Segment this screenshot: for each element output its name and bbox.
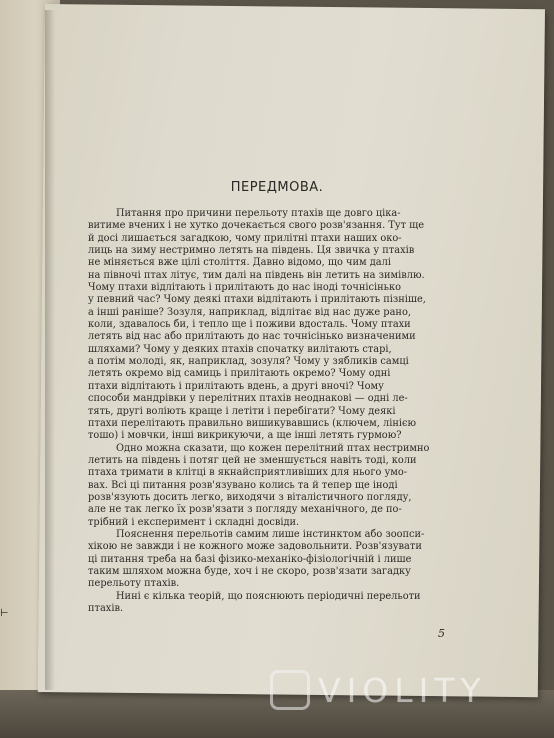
page-number: 5	[438, 627, 445, 640]
text-line: Питання про причини перельоту птахів ще довго ціка-	[116, 208, 401, 219]
text-line: а інші раніше? Зозуля, наприклад, відлітає від нас дуже рано,	[88, 306, 411, 318]
text-line: Чому птахи відлітають і прилітають до нас іноді точнісінько	[88, 282, 402, 294]
text-line: витиме вчених і не хутко дочекається свого розв'язання. Тут ще	[88, 220, 425, 232]
paragraph	[88, 208, 446, 443]
text-line: птаха тримати в клітці в якнайсприятливіших для нього умо-	[88, 467, 408, 479]
text-line: Одно можна сказати, що кожен перелітний птах нестримно	[116, 442, 430, 454]
body-text	[88, 208, 446, 615]
page-binding-shadow	[45, 10, 55, 690]
text-line: летять від нас або прилітають до нас точнісінько визначеними	[88, 331, 416, 343]
paragraph	[88, 529, 446, 591]
text-line: птахи відлітають і прилітають вдень, а другі вночі? Чому	[88, 380, 384, 392]
text-line: таким шляхом можна буде, хоч і не скоро, розв'язати загадку	[88, 565, 411, 577]
text-line: трібний і експеримент і складні досвіди.	[88, 516, 300, 528]
text-line: перельоту птахів.	[88, 578, 180, 590]
text-line: не міняється вже цілі століття. Давно відомо, що чим далі	[88, 257, 391, 269]
text-line: тять, другі воліють краще і летіти і перебігати? Чому деякі	[88, 405, 396, 417]
text-line: птахів.	[88, 603, 124, 614]
page-title: ПЕРЕДМОВА.	[230, 180, 324, 195]
text-line: способи мандрівки у перелітних птахів неоднакові — одні ле-	[88, 393, 408, 405]
watermark-text: VIOLITY	[318, 670, 487, 710]
text-line: але не так легко їх розв'язати з погляду механічного, де по-	[88, 504, 402, 516]
text-line: коли, здавалось би, і тепло ще і поживи вдосталь. Чому птахи	[88, 319, 411, 331]
watermark-logo-icon	[270, 670, 310, 710]
text-line: шляхами? Чому у деяких птахів спочатку вилітають старі,	[88, 343, 392, 355]
text-line: летять окремо від самиць і прилітають окремо? Чому одні	[88, 368, 391, 380]
text-line: тошо) і мовчки, інші викрикуючи, а ще інші летять гурмою?	[88, 430, 402, 442]
text-line: птахи перелітають правильно вишикувавшись (ключем, лінією	[88, 417, 417, 429]
text-line: Пояснення перельотів самим лише інстинктом або зоопси-	[116, 528, 425, 540]
text-line: розв'язують досить легко, виходячи з віталістичного погляду,	[88, 491, 412, 503]
text-line: ці питання треба на базі фізико-механіко-фізіологічній і лише	[88, 553, 412, 565]
text-line: у певний час? Чому деякі птахи відлітають і прилітають пізніше,	[88, 294, 426, 306]
text-line: лиць на зиму нестримно летять на південь. Ця звичка у птахів	[88, 245, 415, 257]
text-line: Нині є кілька теорій, що пояснюють періодичні перельоти	[116, 590, 421, 602]
text-line: вах. Всі ці питання розв'язувано колись та й тепер ще іноді	[88, 479, 398, 491]
text-line: а потім молоді, як, наприклад, зозуля? Чому у зябликів самці	[88, 356, 409, 368]
text-line: летить на південь і потяг цей не зменшується навіть тоді, коли	[88, 454, 417, 466]
text-line: на півночі птах літує, тим далі на південь він летить на зимівлю.	[88, 269, 425, 281]
paragraph	[88, 591, 446, 616]
text-line: й досі лишається загадкою, чому прилітні птахи наших око-	[88, 232, 402, 244]
watermark	[270, 665, 487, 715]
edge-mark: ⊢	[0, 608, 9, 619]
paragraph	[88, 443, 446, 529]
text-line: хікою не завжди і не кожного може задовольнити. Розв'язувати	[88, 541, 422, 553]
